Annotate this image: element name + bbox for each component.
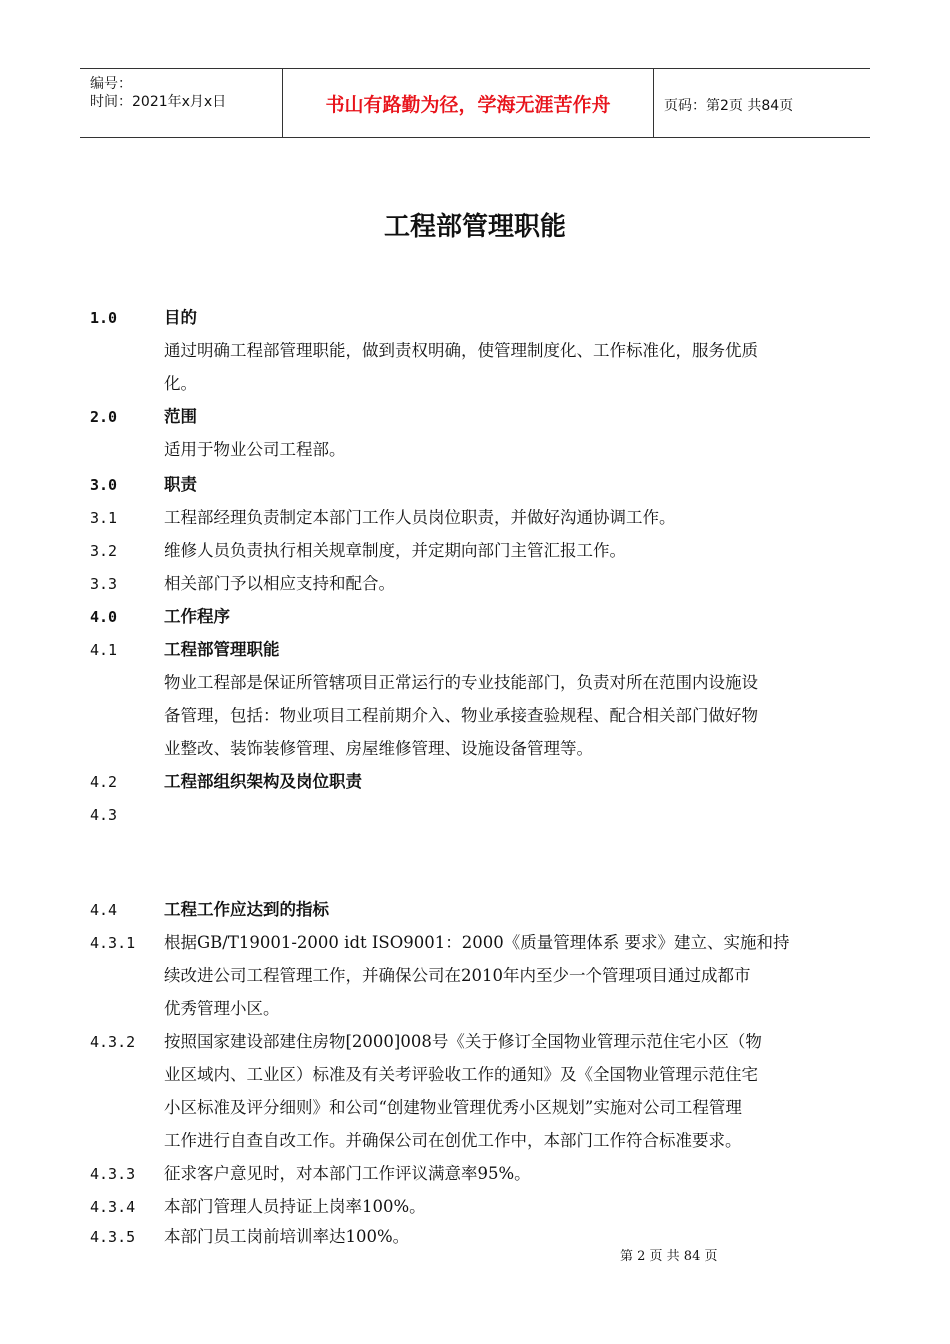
item-number: 3.2 xyxy=(90,542,118,560)
paragraph: 备管理，包括：物业项目工程前期介入、物业承接查验规程、配合相关部门做好物 xyxy=(164,706,758,725)
item-4-1 xyxy=(90,633,280,667)
item-number: 4.3.3 xyxy=(90,1165,136,1183)
section-3-heading xyxy=(90,468,197,502)
paragraph: 业区域内、工业区）标准及有关考评验收工作的通知》及《全国物业管理示范住宅 xyxy=(164,1065,758,1084)
document-title: 工程部管理职能 xyxy=(383,212,566,242)
number-label: 编号： xyxy=(90,76,132,92)
item-text: 本部门员工岗前培训率达100%。 xyxy=(164,1227,410,1246)
section-title: 职责 xyxy=(164,475,197,494)
section-number: 4.0 xyxy=(90,608,118,626)
item-number: 3.1 xyxy=(90,509,118,527)
item-4-2 xyxy=(90,765,362,799)
item-4-3-4 xyxy=(90,1190,426,1224)
item-text: 按照国家建设部建住房物[2000]008号《关于修订全国物业管理示范住宅小区（物 xyxy=(164,1032,762,1051)
item-3-2 xyxy=(90,534,626,568)
item-3-3 xyxy=(90,567,395,601)
item-title: 工程工作应达到的指标 xyxy=(164,900,329,919)
page-header xyxy=(80,68,870,138)
item-4-3 xyxy=(90,798,164,832)
item-4-3-2 xyxy=(90,1025,762,1059)
header-meta-cell xyxy=(80,69,283,137)
section-title: 工作程序 xyxy=(164,607,230,626)
paragraph: 通过明确工程部管理职能，做到责权明确，使管理制度化、工作标准化，服务优质 xyxy=(164,341,758,360)
item-number: 4.1 xyxy=(90,641,118,659)
item-number: 4.3.5 xyxy=(90,1228,136,1246)
paragraph: 工作进行自查自改工作。并确保公司在创优工作中，本部门工作符合标准要求。 xyxy=(164,1131,742,1150)
item-text: 根据GB/T19001-2000 idt ISO9001：2000《质量管理体系 要求》建立、实施和持 xyxy=(164,933,790,952)
item-number: 4.2 xyxy=(90,773,118,791)
item-4-3-5 xyxy=(90,1220,409,1254)
item-number: 4.3.2 xyxy=(90,1033,136,1051)
paragraph: 业整改、装饰装修管理、房屋维修管理、设施设备管理等。 xyxy=(164,739,593,758)
item-title: 工程部管理职能 xyxy=(164,640,280,659)
section-2-heading xyxy=(90,400,197,434)
section-title: 范围 xyxy=(164,407,197,426)
header-page-info: 页码：第2页 共84页 xyxy=(664,98,794,114)
item-title: 工程部组织架构及岗位职责 xyxy=(164,772,362,791)
paragraph: 续改进公司工程管理工作，并确保公司在2010年内至少一个管理项目通过成都市 xyxy=(164,966,751,985)
item-number: 4.3.4 xyxy=(90,1198,136,1216)
paragraph: 物业工程部是保证所管辖项目正常运行的专业技能部门，负责对所在范围内设施设 xyxy=(164,673,758,692)
item-number: 4.3 xyxy=(90,806,118,824)
header-motto: 书山有路勤为径，学海无涯苦作舟 xyxy=(283,69,654,137)
section-4-heading xyxy=(90,600,230,634)
section-number: 3.0 xyxy=(90,476,118,494)
item-4-3-3 xyxy=(90,1157,531,1191)
item-text: 本部门管理人员持证上岗率100%。 xyxy=(164,1197,426,1216)
paragraph: 适用于物业公司工程部。 xyxy=(164,440,346,459)
item-text: 维修人员负责执行相关规章制度，并定期向部门主管汇报工作。 xyxy=(164,541,626,560)
time-label: 时间：2021年x月x日 xyxy=(90,94,227,110)
item-number: 4.4 xyxy=(90,901,118,919)
paragraph: 小区标准及评分细则》和公司“创建物业管理优秀小区规划”实施对公司工程管理 xyxy=(164,1098,742,1117)
item-number: 4.3.1 xyxy=(90,934,136,952)
section-number: 1.0 xyxy=(90,309,118,327)
section-title: 目的 xyxy=(164,308,197,327)
item-number: 3.3 xyxy=(90,575,118,593)
page-footer: 第 2 页 共 84 页 xyxy=(620,1249,718,1264)
paragraph: 化。 xyxy=(164,374,197,393)
item-3-1 xyxy=(90,501,676,535)
section-number: 2.0 xyxy=(90,408,118,426)
section-1-heading xyxy=(90,301,197,335)
item-text: 相关部门予以相应支持和配合。 xyxy=(164,574,395,593)
item-text: 征求客户意见时，对本部门工作评议满意率95%。 xyxy=(164,1164,531,1183)
paragraph: 优秀管理小区。 xyxy=(164,999,280,1018)
item-4-3-1 xyxy=(90,926,789,960)
item-4-4 xyxy=(90,893,329,927)
item-text: 工程部经理负责制定本部门工作人员岗位职责，并做好沟通协调工作。 xyxy=(164,508,676,527)
